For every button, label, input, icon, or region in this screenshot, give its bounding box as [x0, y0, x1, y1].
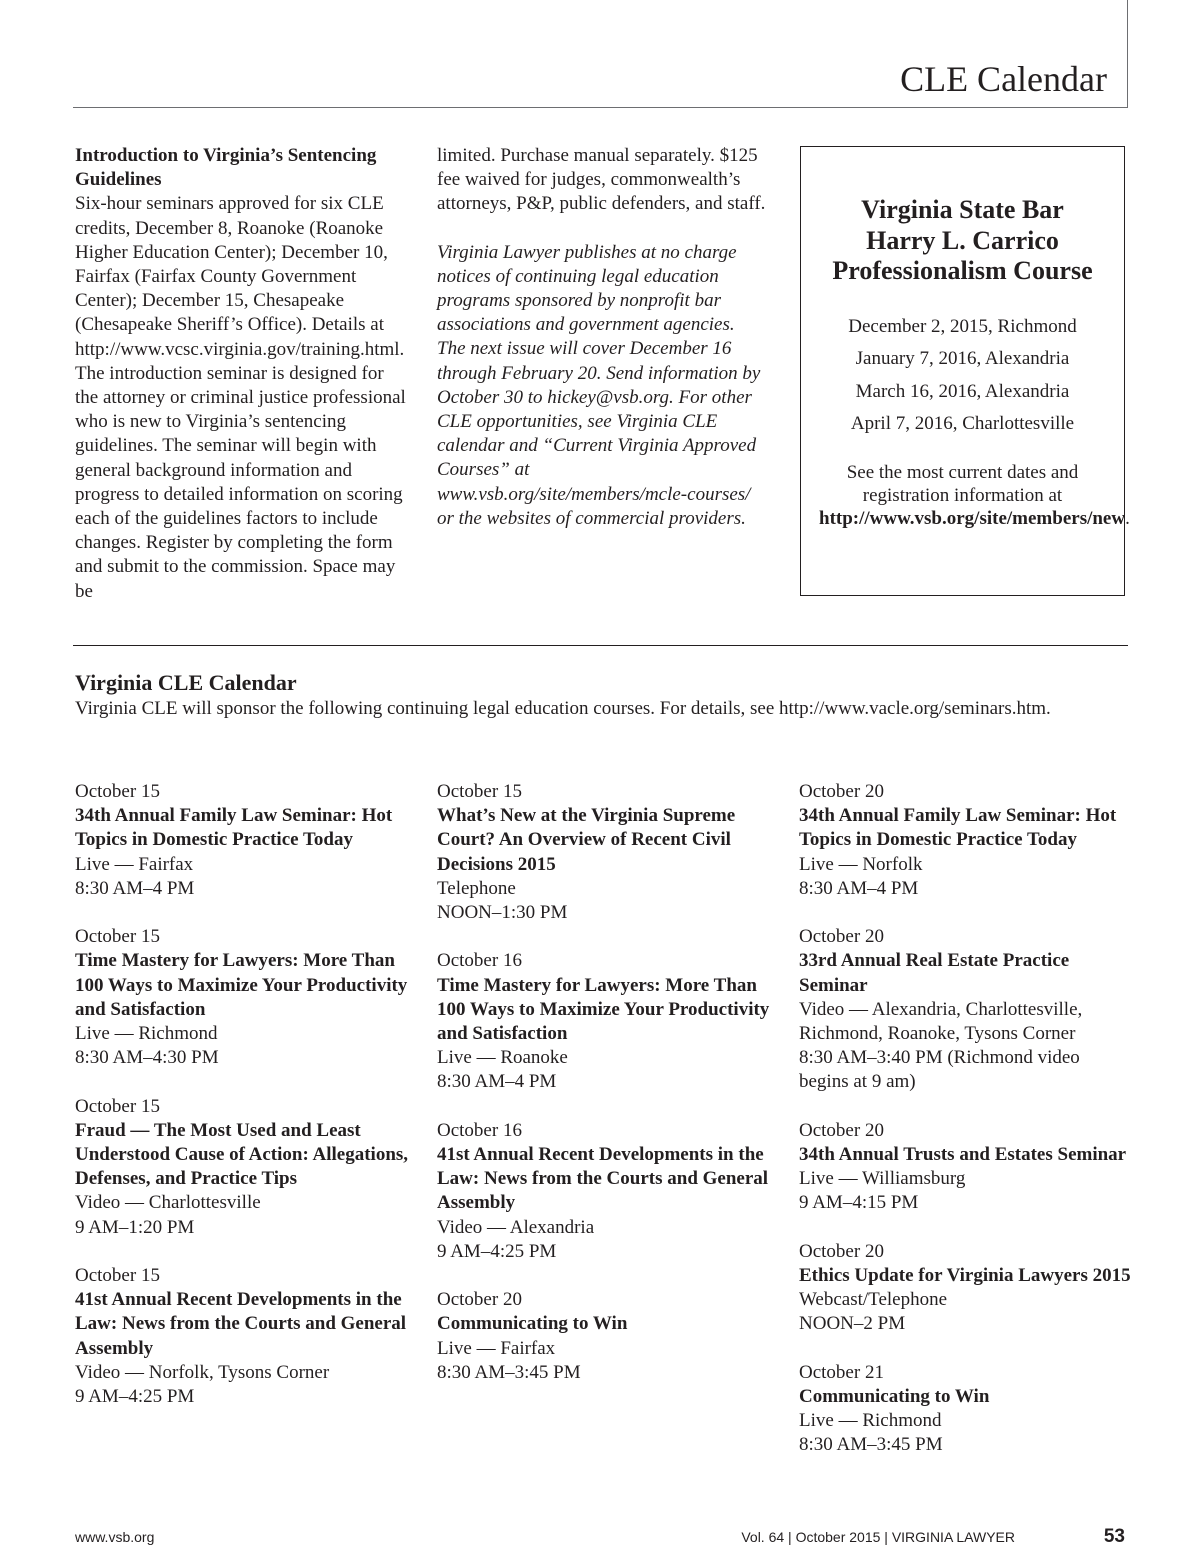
event-location: Video — Norfolk, Tysons Corner [75, 1361, 330, 1383]
box-title-line: Professionalism Course [832, 256, 1093, 285]
calendar-event [75, 1095, 415, 1240]
footer-website: www.vsb.org [75, 1529, 155, 1545]
box-title [801, 195, 1124, 287]
event-location: Video — Alexandria [437, 1216, 595, 1238]
event-time: 8:30 AM–4:30 PM [75, 1047, 219, 1069]
calendar-event [437, 1119, 777, 1264]
box-note-end: . [1125, 507, 1130, 529]
calendar-event [799, 1119, 1134, 1216]
event-time: 9 AM–1:20 PM [75, 1216, 195, 1238]
box-date: January 7, 2016, Alexandria [855, 348, 1070, 369]
calendar-event [437, 949, 777, 1094]
event-location: Live — Norfolk [799, 853, 923, 875]
event-location: Live — Fairfax [75, 853, 194, 875]
section-divider [73, 645, 1128, 646]
event-time: 9 AM–4:25 PM [437, 1240, 557, 1262]
box-title-line: Harry L. Carrico [866, 225, 1059, 255]
box-note-text: See the most current dates and registration information at [846, 461, 1079, 506]
event-date: October 16 [437, 950, 522, 972]
event-date: October 20 [799, 781, 884, 802]
calendar-event [437, 1288, 777, 1385]
event-date: October 15 [75, 1265, 160, 1287]
event-time: 8:30 AM–3:45 PM [799, 1434, 943, 1456]
event-date: October 15 [437, 781, 522, 802]
box-note [801, 461, 1130, 530]
intro-body: Six-hour seminars approved for six CLE credits, December 8, Roanoke (Roanoke Higher Education Center); December 10, Fairfax (Fairfax County Government Center); December 15, Chesapeake (Chesapeake Sheriff’s Office). Details at http://www.vcsc.virginia.gov/training.html. The introduction seminar is designed for the attorney or criminal justice professional who is new to Virginia’s sentencing guidelines. The seminar will begin with general background information and progress to detailed information on scoring each of the guidelines factors to include changes. Register by completing the form and submit to the commission. Space may be [75, 193, 406, 602]
footer-issue: Vol. 64 | October 2015 | VIRGINIA LAWYER [741, 1529, 1015, 1545]
event-location: Telephone [437, 877, 516, 899]
event-time: 9 AM–4:15 PM [799, 1192, 919, 1214]
box-dates [801, 311, 1124, 441]
page-number: 53 [1103, 1526, 1125, 1547]
calendar-column-3 [799, 780, 1134, 1482]
event-date: October 20 [799, 1240, 884, 1262]
event-location: Live — Fairfax [437, 1337, 556, 1359]
event-location: Webcast/Telephone [799, 1289, 948, 1311]
event-location: Live — Williamsburg [799, 1168, 966, 1190]
event-title: 34th Annual Trusts and Estates Seminar [799, 1144, 1127, 1166]
header-edge-rule [1127, 0, 1128, 108]
calendar-column-1 [75, 780, 415, 1433]
intro-column-middle [437, 144, 767, 531]
event-title: Communicating to Win [799, 1386, 990, 1408]
event-location: Video — Alexandria, Charlottesville, Richmond, Roanoke, Tysons Corner [799, 998, 1083, 1045]
event-date: October 16 [437, 1119, 522, 1141]
event-title: 41st Annual Recent Developments in the Law: News from the Courts and General Assembly [437, 1144, 769, 1214]
event-time: NOON–1:30 PM [437, 902, 568, 924]
event-title: Time Mastery for Lawyers: More Than 100 Ways to Maximize Your Productivity and Satisfaction [437, 974, 770, 1045]
event-date: October 15 [75, 926, 160, 948]
professionalism-course-box [800, 146, 1130, 596]
box-date: April 7, 2016, Charlottesville [850, 413, 1075, 434]
event-title: Fraud — The Most Used and Least Understood Cause of Action: Allegations, Defenses, and Practice Tips [75, 1119, 409, 1190]
intro-title: Introduction to Virginia’s Sentencing Guidelines [75, 145, 377, 191]
page-section-title: CLE Calendar [900, 59, 1107, 99]
event-date: October 15 [75, 781, 160, 802]
event-title: What’s New at the Virginia Supreme Court? An Overview of Recent Civil Decisions 2015 [437, 805, 736, 875]
event-date: October 20 [799, 1119, 884, 1141]
box-note-link[interactable]: http://www.vsb.org/site/members/new [819, 507, 1126, 529]
event-time: 8:30 AM–3:40 PM (Richmond video begins at 9 am) [799, 1047, 1080, 1093]
calendar-event [799, 925, 1134, 1094]
event-date: October 15 [75, 1095, 160, 1117]
event-time: 8:30 AM–4 PM [799, 877, 919, 899]
calendar-event [437, 780, 777, 925]
event-title: Time Mastery for Lawyers: More Than 100 Ways to Maximize Your Productivity and Satisfaction [75, 950, 408, 1020]
event-date: October 20 [437, 1289, 522, 1311]
event-date: October 21 [799, 1361, 884, 1383]
event-location: Video — Charlottesville [75, 1192, 261, 1214]
box-date: March 16, 2016, Alexandria [855, 380, 1070, 402]
calendar-event [75, 925, 415, 1070]
event-time: NOON–2 PM [799, 1313, 906, 1335]
calendar-event [799, 780, 1134, 901]
calendar-event [799, 1361, 1134, 1458]
event-time: 8:30 AM–4 PM [437, 1071, 557, 1093]
intro-continued: limited. Purchase manual separately. $125 fee waived for judges, commonwealth’s attorneys, P&P, public defenders, and staff. [437, 145, 766, 215]
event-time: 9 AM–4:25 PM [75, 1386, 195, 1408]
event-title: 34th Annual Family Law Seminar: Hot Topics in Domestic Practice Today [799, 805, 1117, 851]
calendar-event [75, 1264, 415, 1409]
intro-column-left [75, 144, 410, 604]
event-location: Live — Roanoke [437, 1047, 568, 1069]
event-title: 41st Annual Recent Developments in the Law: News from the Courts and General Assembly [75, 1289, 407, 1359]
event-title: 33rd Annual Real Estate Practice Seminar [799, 950, 1070, 996]
event-time: 8:30 AM–3:45 PM [437, 1361, 581, 1383]
event-date: October 20 [799, 926, 884, 948]
event-location: Live — Richmond [799, 1410, 942, 1432]
event-title: Ethics Update for Virginia Lawyers 2015 [799, 1265, 1131, 1287]
event-location: Live — Richmond [75, 1023, 218, 1045]
publication-note: Virginia Lawyer publishes at no charge notices of continuing legal education programs sponsored by nonprofit bar associations and government agencies. The next issue will cover December 16 through February 20. Send information by October 30 to hickey@vsb.org. For other CLE opportunities, see Virginia CLE calendar and “Current Virginia Approved Courses” at www.vsb.org/site/members/mcle-courses/ or the websites of commercial providers. [437, 241, 761, 529]
calendar-heading: Virginia CLE Calendar [75, 670, 297, 695]
calendar-event [75, 780, 415, 901]
header-rule [73, 107, 1128, 108]
box-date: December 2, 2015, Richmond [848, 315, 1077, 337]
event-title: Communicating to Win [437, 1313, 628, 1335]
event-title: 34th Annual Family Law Seminar: Hot Topics in Domestic Practice Today [75, 805, 393, 851]
event-time: 8:30 AM–4 PM [75, 877, 195, 899]
box-title-line: Virginia State Bar [861, 195, 1064, 224]
calendar-event [799, 1240, 1134, 1337]
calendar-column-2 [437, 780, 777, 1409]
calendar-subheading: Virginia CLE will sponsor the following continuing legal education courses. For details, see http://www.vacle.org/seminars.htm. [75, 698, 1051, 719]
